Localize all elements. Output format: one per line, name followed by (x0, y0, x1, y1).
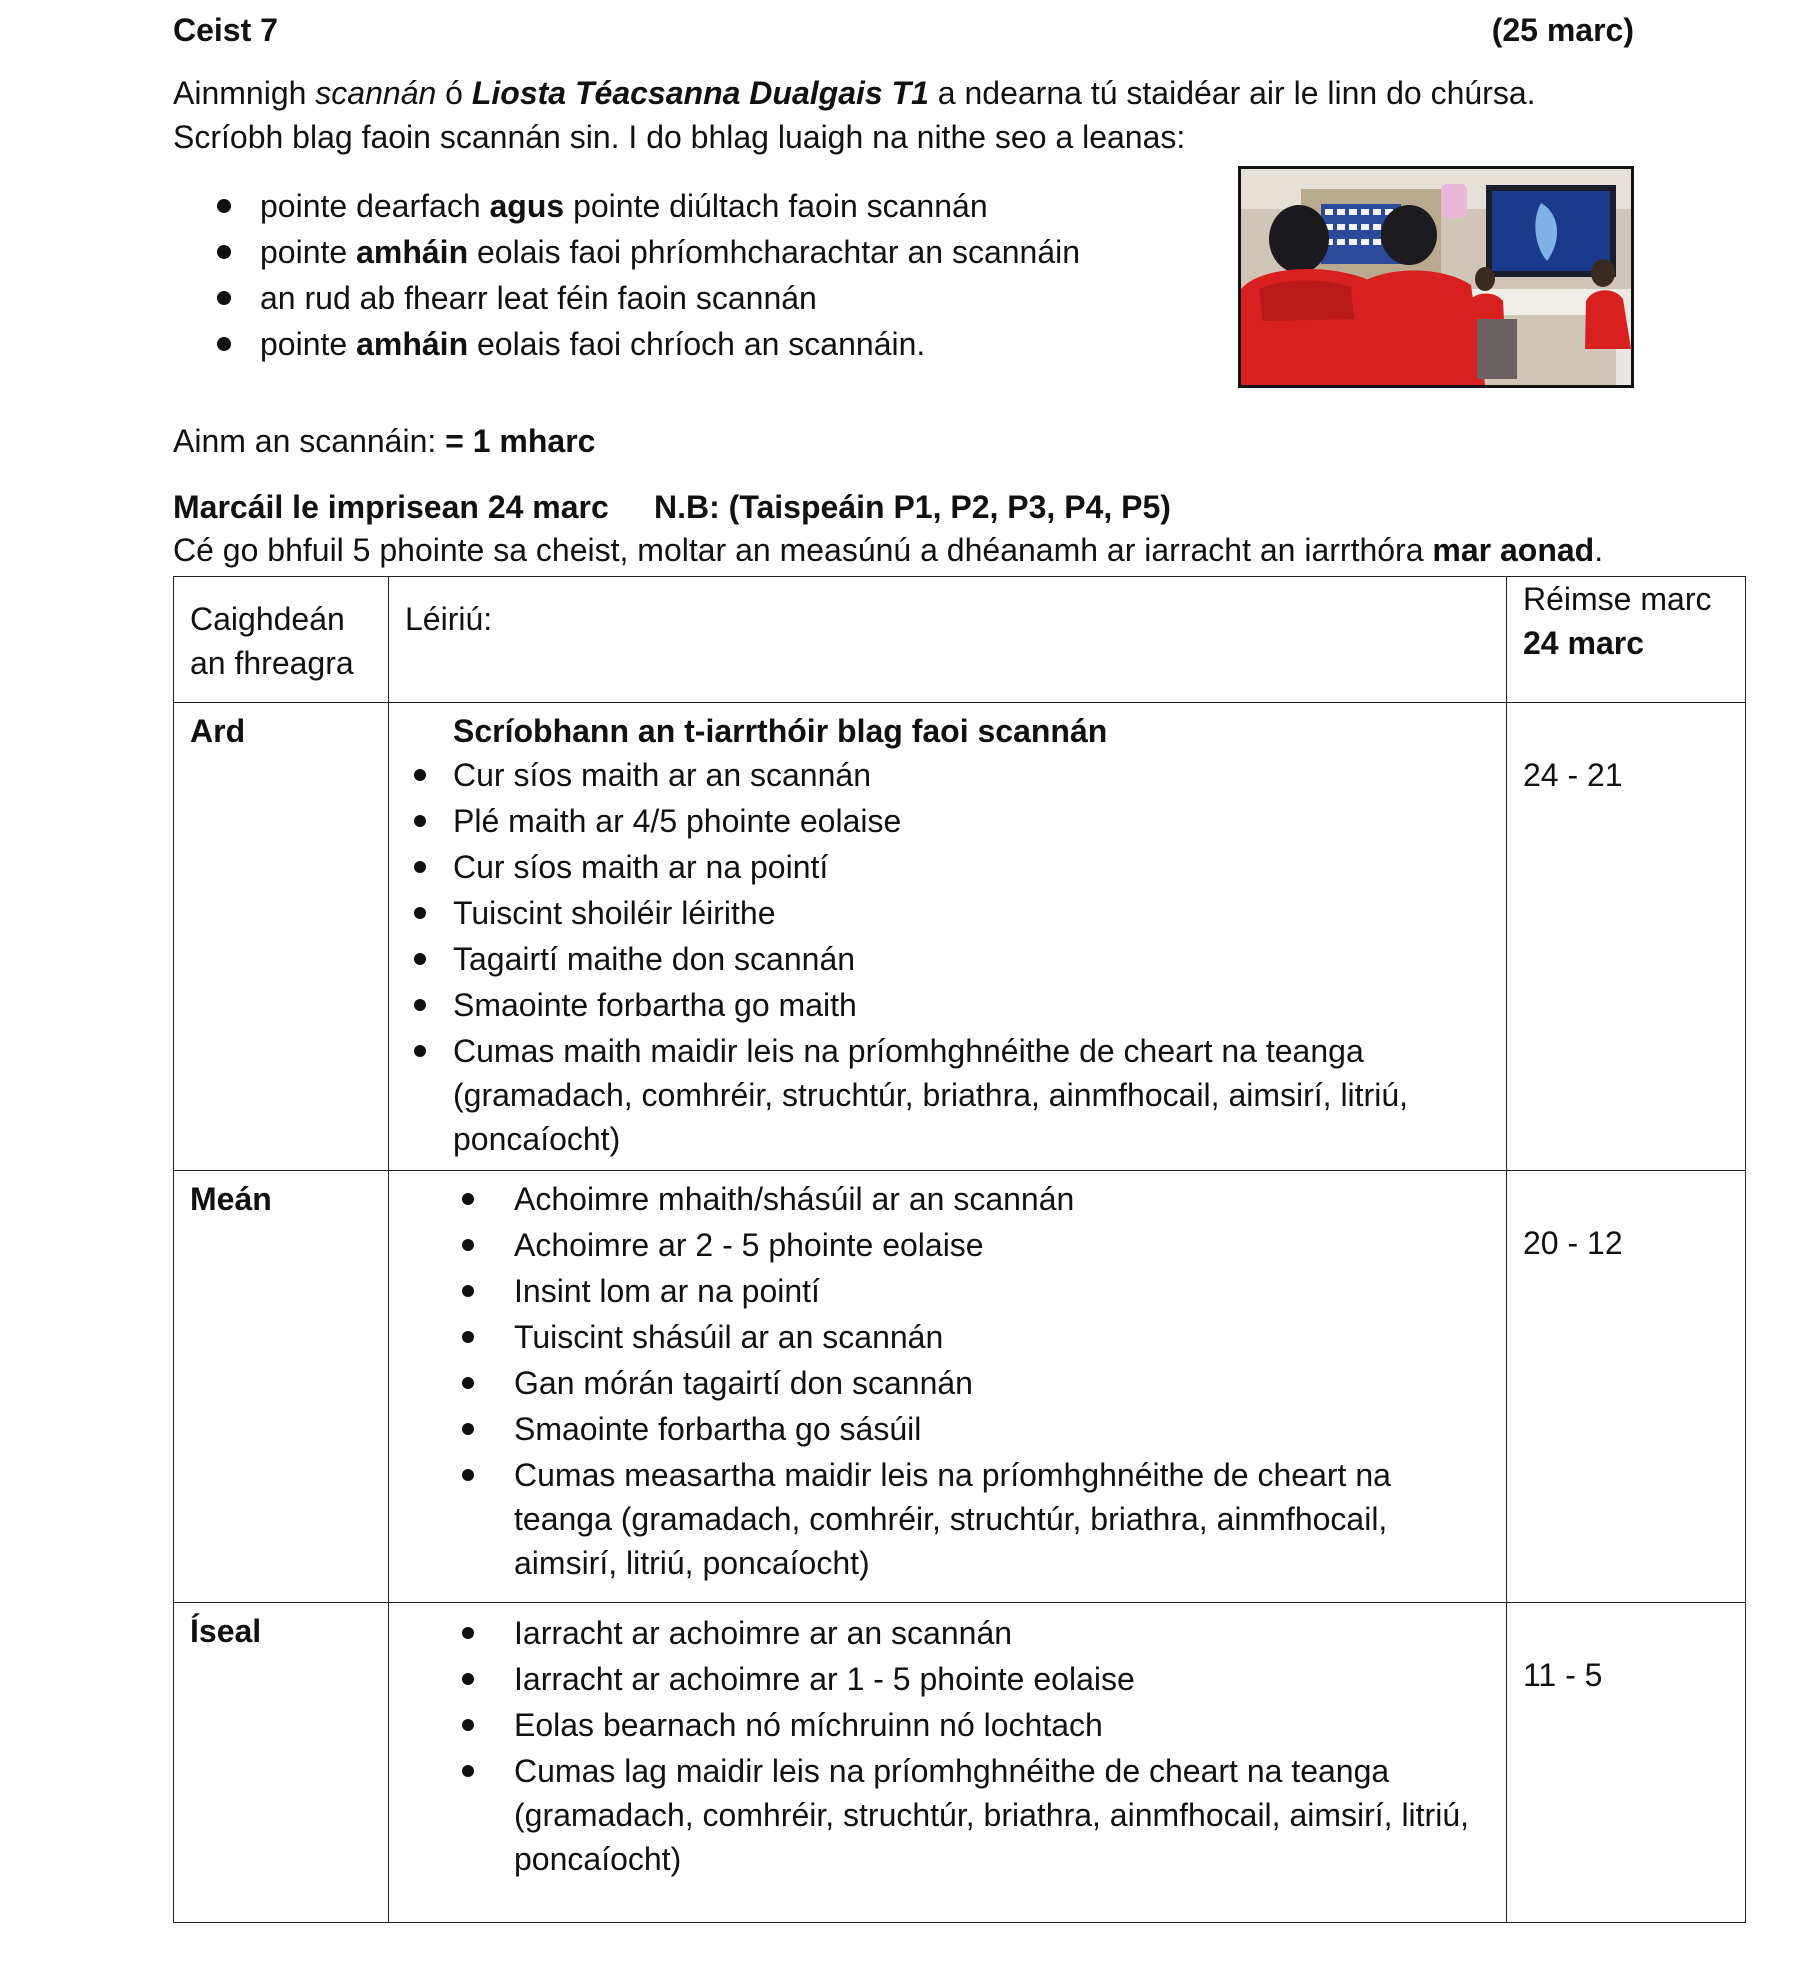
question-number: Ceist 7 (173, 12, 278, 48)
requirement-text: pointe dearfach (260, 188, 490, 224)
header-range (1507, 577, 1746, 703)
list-item: Achoimre mhaith/shásúil ar an scannán (389, 1177, 1486, 1221)
intro-text: ó (436, 75, 472, 111)
level-low: Íseal (174, 1603, 389, 1923)
requirements-list (173, 183, 1080, 367)
classroom-illustration (1241, 169, 1631, 385)
requirement-item (173, 229, 1080, 275)
level-medium: Meán (174, 1171, 389, 1603)
requirement-bold: amháin (356, 326, 469, 362)
requirement-text: eolais faoi chríoch an scannáin. (468, 326, 926, 362)
requirement-text: an rud ab fhearr leat féin faoin scannán (260, 280, 817, 316)
nb-note: N.B: (Taispeáin P1, P2, P3, P4, P5) (654, 489, 1171, 525)
range-medium: 20 - 12 (1507, 1171, 1746, 1603)
list-item: Iarracht ar achoimre ar an scannán (389, 1611, 1486, 1655)
list-item: Cumas maith maidir leis na príomhghnéithe de cheart na teanga (gramadach, comhréir, struchtúr, briathra, ainmfhocail, aimsirí, litriú, poncaíocht) (389, 1029, 1486, 1161)
list-item: Plé maith ar 4/5 phointe eolaise (389, 799, 1486, 843)
description-medium-list (389, 1177, 1486, 1585)
requirement-bold: amháin (356, 234, 469, 270)
list-item: Tuiscint shoiléir léirithe (389, 891, 1486, 935)
marking-rubric-table (173, 576, 1746, 1923)
impression-marking: Marcáil le imprisean 24 marc (173, 489, 609, 525)
requirement-text: pointe diúltach faoin scannán (564, 188, 988, 224)
film-name-label: Ainm an scannáin: (173, 423, 446, 459)
list-item: Cumas lag maidir leis na príomhghnéithe de cheart na teanga (gramadach, comhréir, struchtúr, briathra, ainmfhocail, aimsirí, litriú, poncaíocht) (389, 1749, 1486, 1881)
level-high: Ard (174, 703, 389, 1171)
classroom-photo (1238, 166, 1634, 388)
list-item: Smaointe forbartha go sásúil (389, 1407, 1486, 1451)
description-medium (389, 1171, 1507, 1603)
list-item: Cur síos maith ar an scannán (389, 753, 1486, 797)
list-item: Smaointe forbartha go maith (389, 983, 1486, 1027)
intro-text: Ainmnigh (173, 75, 316, 111)
range-high: 24 - 21 (1507, 703, 1746, 1171)
question-marks: (25 marc) (1491, 12, 1634, 48)
description-high-heading: Scríobhann an t-iarrthóir blag faoi scannán (453, 713, 1108, 749)
table-row (174, 1603, 1746, 1923)
assessment-note-text: Cé go bhfuil 5 phointe sa cheist, moltar an measúnú a dhéanamh ar iarracht an iarrthóra (173, 532, 1433, 568)
description-high-list (389, 753, 1486, 1161)
header-range-line1: Réimse marc (1523, 581, 1712, 617)
requirement-text: pointe (260, 326, 357, 362)
header-standard-line1: Caighdeán (190, 601, 345, 637)
range-low: 11 - 5 (1507, 1603, 1746, 1923)
requirement-text: eolais faoi phríomhcharachtar an scannáin (468, 234, 1081, 270)
list-item: Iarracht ar achoimre ar 1 - 5 phointe eolaise (389, 1657, 1486, 1701)
list-item: Cur síos maith ar na pointí (389, 845, 1486, 889)
list-item: Insint lom ar na pointí (389, 1269, 1486, 1313)
requirement-text: pointe (260, 234, 357, 270)
header-standard-line2: an fhreagra (190, 645, 354, 681)
list-item: Eolas bearnach nó míchruinn nó lochtach (389, 1703, 1486, 1747)
intro-line-2: Scríobh blag faoin scannán sin. I do bhlag luaigh na nithe seo a leanas: (173, 119, 1186, 155)
film-name-marks: = 1 mharc (445, 423, 596, 459)
header-description (389, 577, 1507, 703)
requirement-item (173, 275, 1080, 321)
description-low-list (389, 1611, 1486, 1881)
list-item: Tagairtí maithe don scannán (389, 937, 1486, 981)
header-description-label: Léiriú: (405, 601, 493, 637)
intro-text-list-name: Liosta Téacsanna Dualgais T1 (471, 75, 929, 111)
intro-italic: scannán (315, 75, 437, 111)
film-name-line (173, 419, 595, 463)
table-header-row (174, 577, 1746, 703)
description-high (389, 703, 1507, 1171)
intro-line-1 (173, 71, 1536, 115)
assessment-note-text: . (1594, 532, 1604, 568)
header-standard (174, 577, 389, 703)
requirement-item (173, 321, 1080, 367)
assessment-note (173, 528, 1603, 572)
list-item: Achoimre ar 2 - 5 phointe eolaise (389, 1223, 1486, 1267)
description-low (389, 1603, 1507, 1923)
header-range-line2: 24 marc (1523, 625, 1644, 661)
list-item: Tuiscint shásúil ar an scannán (389, 1315, 1486, 1359)
requirement-bold: agus (489, 188, 565, 224)
table-row (174, 703, 1746, 1171)
requirement-item (173, 183, 1080, 229)
assessment-note-bold: mar aonad (1432, 532, 1595, 568)
list-item: Gan mórán tagairtí don scannán (389, 1361, 1486, 1405)
intro-text: a ndearna tú staidéar air le linn do chúrsa. (928, 75, 1536, 111)
list-item: Cumas measartha maidir leis na príomhghnéithe de cheart na teanga (gramadach, comhréir, struchtúr, briathra, ainmfhocail, aimsirí, litriú, poncaíocht) (389, 1453, 1486, 1585)
table-row (174, 1171, 1746, 1603)
